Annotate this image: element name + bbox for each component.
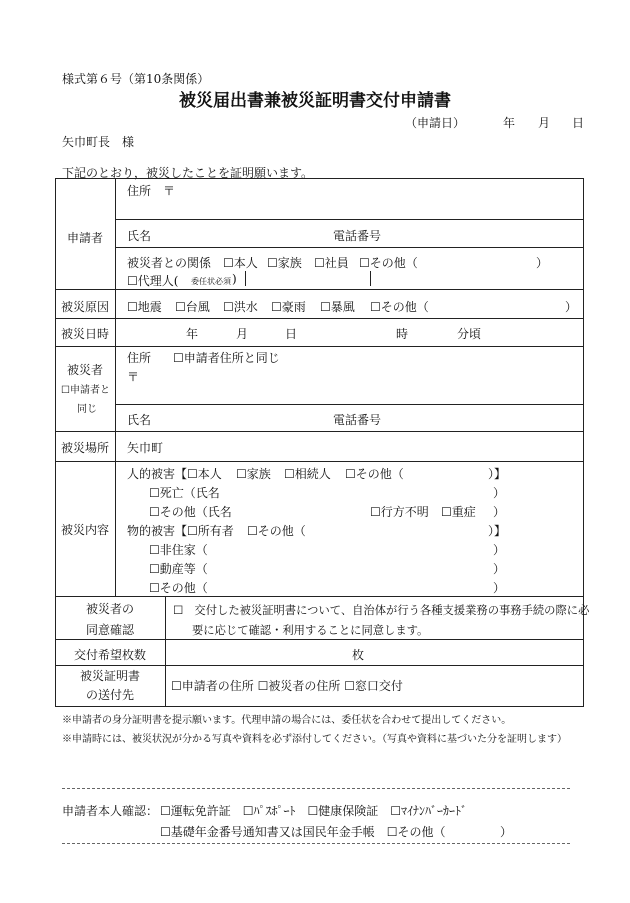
relation-other-checkbox[interactable]: ☐その他（ (359, 256, 418, 270)
applicant-address-label: 住所 〒 (127, 184, 176, 198)
victim-postal-label: 〒 (127, 370, 140, 384)
id-check-options-line2[interactable]: ☐基礎年金番号通知書又は国民年金手帳 ☐その他（ (160, 825, 446, 839)
row-divider (55, 665, 583, 666)
application-form-table (55, 178, 590, 706)
cause-typhoon-checkbox[interactable]: ☐台風 (175, 300, 210, 314)
non-residence-checkbox[interactable]: ☐非住家（ (149, 543, 208, 557)
property-damage-close: ）】 (488, 524, 507, 538)
date-year: 年 (503, 116, 516, 130)
datetime-hour: 時 (396, 327, 409, 341)
movables-close: ） (493, 562, 506, 576)
victim-label: 被災者 (66, 363, 103, 377)
delivery-options[interactable]: ☐申請者の住所 ☐被災者の住所 ☐窓口交付 (171, 679, 403, 693)
proxy-name-field[interactable] (245, 271, 371, 286)
id-check-options-line1[interactable]: ☐運転免許証 ☐ﾊﾟｽﾎﾟｰﾄ ☐健康保険証 ☐ﾏｲﾅﾝﾊﾞｰｶｰﾄﾞ (160, 804, 468, 818)
form-title: 被災届出書兼被災証明書交付申請書 (179, 91, 451, 111)
date-label: （申請日） (405, 116, 466, 130)
row-divider (55, 431, 583, 432)
relation-label: 被災者との関係 (127, 256, 212, 270)
row-divider (115, 404, 583, 405)
intro-text: 下記のとおり，被災したことを証明願います。 (62, 166, 314, 180)
property-damage-owner-checkbox[interactable]: 物的被害【☐所有者 (127, 524, 234, 538)
dashed-divider (62, 843, 570, 844)
row-divider (115, 247, 583, 248)
id-check-label: 申請者本人確認： (62, 804, 159, 818)
cause-other-close: ） (565, 300, 578, 314)
date-month: 月 (538, 116, 551, 130)
death-checkbox[interactable]: ☐死亡（氏名 (149, 486, 220, 500)
cause-other-checkbox[interactable]: ☐その他（ (370, 300, 429, 314)
death-close: ） (493, 486, 506, 500)
human-damage-self-checkbox[interactable]: 人的被害【☐本人 (127, 467, 222, 481)
applicant-name-label: 氏名 (127, 229, 152, 243)
column-divider (115, 178, 116, 596)
note-attachments: ※申請時には、被災状況が分かる写真や資料を必ず添付してください。（写真や資料に基づいた分を証明します） (62, 734, 567, 745)
delivery-label-line2: の送付先 (85, 688, 134, 702)
cause-heavy-rain-checkbox[interactable]: ☐豪雨 (271, 300, 306, 314)
row-divider (55, 639, 583, 640)
relation-family-checkbox[interactable]: ☐家族 (267, 256, 302, 270)
consent-label-line2: 同意確認 (85, 623, 134, 637)
copies-unit: 枚 (352, 648, 365, 662)
form-number: 様式第６号（第10条関係） (62, 72, 210, 86)
row-divider (115, 219, 583, 220)
human-damage-heir-checkbox[interactable]: ☐相続人 (284, 467, 331, 481)
row-divider (55, 596, 583, 597)
cause-earthquake-checkbox[interactable]: ☐地震 (127, 300, 162, 314)
victim-name-label: 氏名 (127, 413, 152, 427)
row-divider (55, 318, 583, 319)
human-other-checkbox[interactable]: ☐その他（氏名 (149, 505, 232, 519)
proxy-note-close: ) (232, 272, 237, 286)
property-damage-other-checkbox[interactable]: ☐その他（ (247, 524, 306, 538)
victim-same-address-checkbox[interactable]: ☐申請者住所と同じ (173, 351, 280, 365)
proxy-note: 委任状必須 (191, 277, 231, 286)
victim-phone-label: 電話番号 (333, 413, 382, 427)
missing-checkbox[interactable]: ☐行方不明 (370, 505, 429, 519)
applicant-phone-label: 電話番号 (333, 229, 382, 243)
victim-same-checkbox[interactable]: ☐申請者と (61, 385, 110, 396)
victim-same-text: 同じ (77, 404, 97, 415)
place-value: 矢巾町 (127, 441, 164, 455)
cause-storm-checkbox[interactable]: ☐暴風 (320, 300, 355, 314)
consent-text: 要に応じて確認・利用することに同意します。 (192, 624, 429, 637)
human-other-close: ） (493, 505, 506, 519)
addressee: 矢巾町長 様 (62, 135, 135, 149)
human-damage-close: ）】 (488, 467, 507, 481)
row-divider (55, 346, 583, 347)
victim-address-label: 住所 (127, 351, 152, 365)
column-divider (165, 596, 166, 706)
non-residence-close: ） (493, 543, 506, 557)
place-label: 被災場所 (60, 441, 109, 455)
relation-employee-checkbox[interactable]: ☐社員 (314, 256, 349, 270)
datetime-minute: 分頃 (457, 327, 482, 341)
datetime-year: 年 (186, 327, 199, 341)
datetime-day: 日 (285, 327, 298, 341)
property-other-close: ） (493, 581, 506, 595)
movables-checkbox[interactable]: ☐動産等（ (149, 562, 208, 576)
serious-injury-checkbox[interactable]: ☐重症 (441, 505, 476, 519)
date-day: 日 (572, 116, 585, 130)
applicant-label: 申請者 (66, 231, 103, 245)
human-damage-family-checkbox[interactable]: ☐家族 (236, 467, 271, 481)
relation-other-close: ） (536, 256, 549, 270)
delivery-label-line1: 被災証明書 (79, 669, 140, 683)
cause-flood-checkbox[interactable]: ☐洪水 (223, 300, 258, 314)
cause-label: 被災原因 (60, 300, 109, 314)
row-divider (55, 289, 583, 290)
note-id-proof: ※申請者の身分証明書を提示願います。代理申請の場合には、委任状を合わせて提出してください。 (62, 715, 512, 726)
relation-self-checkbox[interactable]: ☐本人 (223, 256, 258, 270)
consent-checkbox[interactable]: ☐ 交付した被災証明書について、自治体が行う各種支援業務の事務手続の際に必 (173, 604, 590, 617)
damage-label: 被災内容 (60, 523, 109, 537)
dashed-divider (62, 788, 570, 789)
proxy-checkbox[interactable]: ☐代理人( (127, 274, 179, 288)
property-other-checkbox[interactable]: ☐その他（ (149, 581, 208, 595)
id-check-close: ） (500, 825, 513, 839)
datetime-month: 月 (236, 327, 249, 341)
human-damage-other-checkbox[interactable]: ☐その他（ (345, 467, 404, 481)
datetime-label: 被災日時 (60, 327, 109, 341)
copies-label: 交付希望枚数 (73, 648, 146, 662)
consent-label-line1: 被災者の (85, 602, 134, 616)
row-divider (55, 461, 583, 462)
